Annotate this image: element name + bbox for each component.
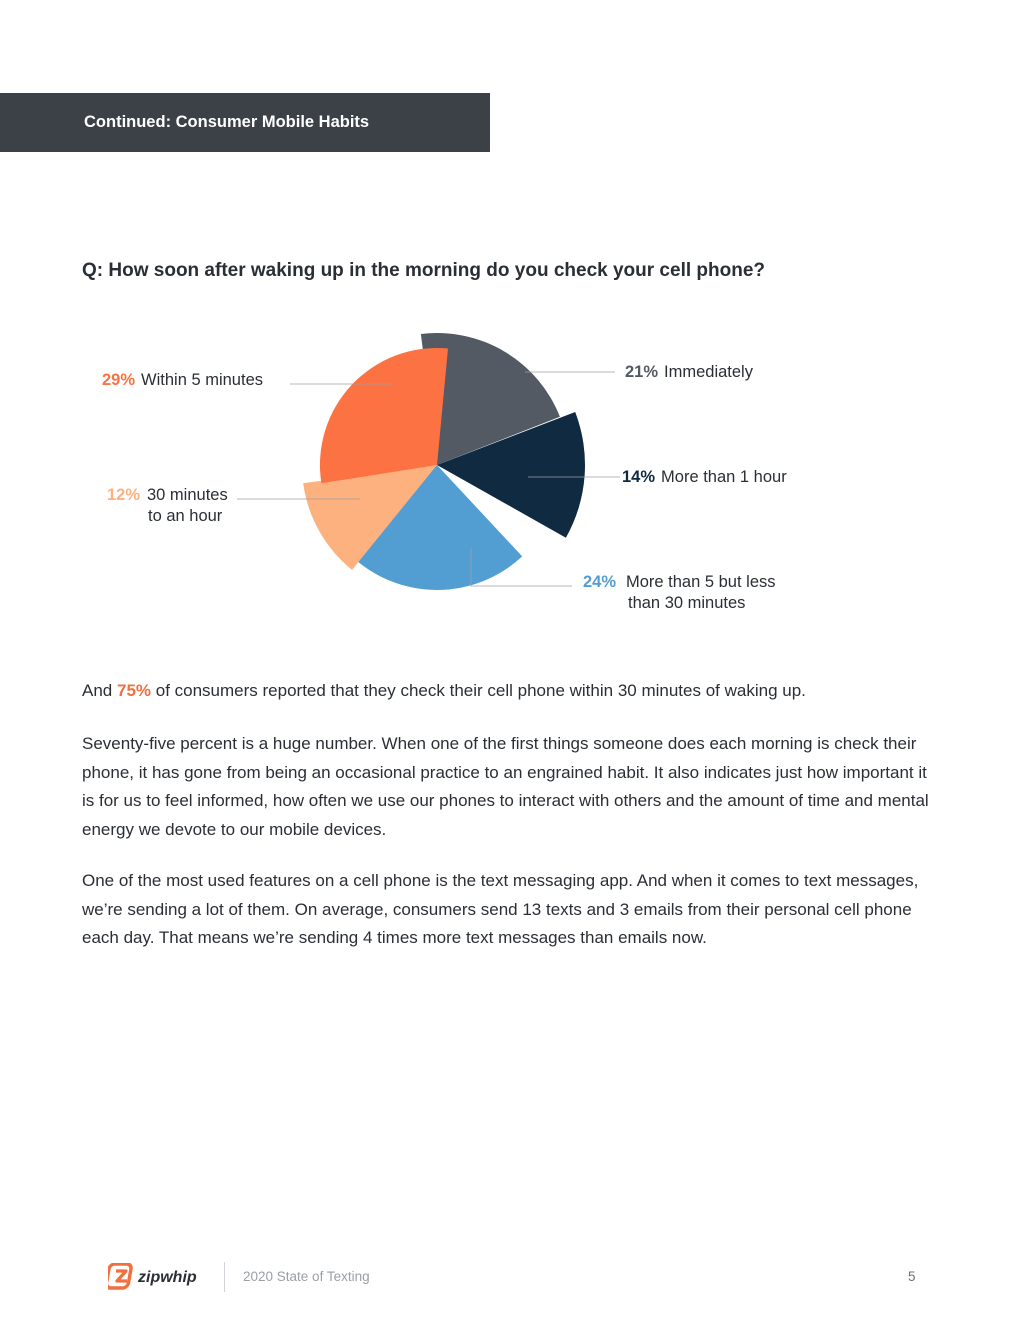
label-5-to-30-min-line1: More than 5 but less	[626, 573, 776, 591]
paragraph-1	[82, 677, 932, 706]
highlight-75-percent: 75%	[116, 681, 152, 700]
label-more-than-1-hour	[622, 467, 787, 488]
paragraph-1-lead: And	[82, 681, 117, 700]
label-within-5-min-pct: 29%	[102, 371, 136, 389]
label-30-min-to-hour-line1: 30 minutes	[147, 486, 228, 504]
label-5-to-30-min	[583, 572, 776, 614]
label-more-than-1-hour-text: More than 1 hour	[661, 468, 787, 486]
label-30-min-to-hour-pct: 12%	[107, 486, 141, 504]
label-within-5-min	[102, 370, 263, 391]
chart-question: Q: How soon after waking up in the morning do you check your cell phone?	[82, 260, 765, 281]
label-immediately-text: Immediately	[664, 363, 753, 381]
pie-slice-within-5-min	[320, 348, 448, 483]
zipwhip-logo	[108, 1263, 208, 1296]
paragraph-3: One of the most used features on a cell phone is the text messaging app. And when it comes to text messages, we’re sending a lot of them. On average, consumers send 13 texts and 3 emails from their personal cell phone each day. That means we’re sending 4 times more text messages than emails now.	[82, 871, 919, 947]
label-immediately-pct: 21%	[625, 363, 659, 381]
label-30-min-to-hour	[107, 485, 228, 527]
label-more-than-1-hour-pct: 14%	[622, 468, 656, 486]
zipwhip-logo-icon	[108, 1264, 132, 1288]
zipwhip-logo-text: zipwhip	[138, 1269, 197, 1286]
label-5-to-30-min-pct: 24%	[583, 573, 617, 591]
footer-divider	[224, 1262, 225, 1292]
paragraph-1-rest: of consumers reported that they check their cell phone within 30 minutes of waking up.	[151, 681, 806, 700]
paragraph-2: Seventy-five percent is a huge number. When one of the first things someone does each morning is check their phone, it has gone from being an occasional practice to an engrained habit. It also indicates just how important it is for us to feel informed, how often we use our phones to interact with others and the amount of time and mental energy we devote to our mobile devices.	[82, 734, 929, 839]
footer-report-title: 2020 State of Texting	[243, 1269, 370, 1284]
label-30-min-to-hour-line2: to an hour	[148, 507, 223, 525]
label-within-5-min-text: Within 5 minutes	[141, 371, 263, 389]
label-5-to-30-min-line2: than 30 minutes	[628, 594, 746, 612]
page-number: 5	[908, 1269, 916, 1284]
banner-title: Continued: Consumer Mobile Habits	[84, 113, 370, 131]
label-immediately	[625, 362, 753, 383]
